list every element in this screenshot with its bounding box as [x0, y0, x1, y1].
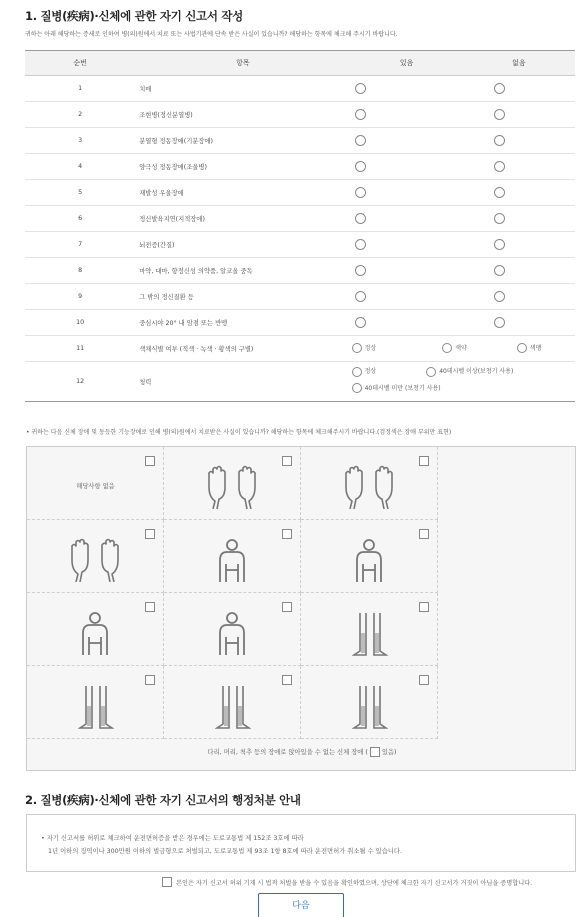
row-number: 9 — [25, 284, 135, 310]
row-item: 중심시야 20° 내 암점 또는 반맹 — [135, 310, 350, 336]
yes-radio[interactable] — [355, 213, 366, 224]
no-radio[interactable] — [494, 213, 505, 224]
agree-row — [162, 877, 532, 887]
sitting-disability-line — [27, 747, 577, 757]
person-icon — [78, 611, 112, 661]
header-no-answer: 없음 — [463, 51, 575, 76]
yes-radio[interactable] — [355, 161, 366, 172]
agree-text: 본인은 자기 신고서 허위 기재 시 법적 처벌을 받을 수 있음을 확인하였으며, 상단에 체크한 자기 신고서가 거짓이 아님을 증명합니다. — [176, 879, 533, 887]
option-label: 색맹 — [529, 345, 542, 352]
header-no: 순번 — [25, 51, 135, 76]
row-item: 재발성 우울장애 — [135, 180, 350, 206]
body-part-cell[interactable] — [164, 447, 301, 520]
body-part-cell[interactable] — [301, 666, 438, 739]
person-icon — [352, 538, 386, 588]
sitting-disability-label: 다리, 머리, 척추 등의 장애로 앉아있을 수 없는 신체 장애 ( — [207, 749, 368, 756]
self-report-table — [25, 50, 575, 402]
notice-line-2: 1년 이하의 징역이나 300만원 이하의 벌금형으로 처벌되고, 도로교통법 제 93조 1항 8호에 따라 운전면허가 취소될 수 있습니다. — [48, 848, 402, 855]
legs-icon — [215, 684, 251, 734]
no-radio[interactable] — [494, 135, 505, 146]
hands-icon — [342, 465, 396, 513]
sitting-disability-checkbox[interactable] — [370, 747, 380, 757]
body-disability-grid — [26, 446, 576, 771]
none-label: 해당사항 없음 — [76, 483, 115, 490]
body-part-cell[interactable] — [27, 520, 164, 593]
notice-line-1: • 자기 신고서를 허위로 체크하여 운전면허증을 받은 경우에는 도로교통법 제 152조 3호에 따라 — [41, 835, 304, 842]
option-label: 40데시벨 이상(보청기 사용) — [439, 368, 514, 375]
body-part-checkbox[interactable] — [419, 456, 429, 466]
color-normal-radio[interactable] — [352, 343, 362, 353]
row-number: 5 — [25, 180, 135, 206]
row-item: 조현병(정신분열병) — [135, 102, 350, 128]
row-number: 12 — [25, 362, 135, 402]
no-radio[interactable] — [494, 187, 505, 198]
table-row — [25, 232, 575, 258]
admin-notice-box — [26, 814, 576, 872]
row-item: 청력 — [135, 362, 350, 402]
person-icon — [215, 538, 249, 588]
body-part-checkbox[interactable] — [145, 675, 155, 685]
no-radio[interactable] — [494, 317, 505, 328]
agree-checkbox[interactable] — [162, 877, 172, 887]
row-number: 3 — [25, 128, 135, 154]
body-part-checkbox[interactable] — [282, 675, 292, 685]
row-item: 양극성 정동장애(조울병) — [135, 154, 350, 180]
row-number: 4 — [25, 154, 135, 180]
body-part-checkbox[interactable] — [282, 456, 292, 466]
body-part-cell[interactable] — [164, 520, 301, 593]
body-part-cell[interactable] — [164, 666, 301, 739]
person-icon — [215, 611, 249, 661]
body-part-checkbox[interactable] — [419, 602, 429, 612]
table-row — [25, 128, 575, 154]
body-part-cell[interactable] — [164, 593, 301, 666]
table-row — [25, 102, 575, 128]
body-part-cell[interactable] — [27, 593, 164, 666]
row-item: 분열형 정동장애(기분장애) — [135, 128, 350, 154]
body-part-checkbox[interactable] — [282, 602, 292, 612]
yes-radio[interactable] — [355, 135, 366, 146]
body-part-checkbox[interactable] — [419, 529, 429, 539]
option-label: 색약 — [455, 345, 467, 352]
row-number: 6 — [25, 206, 135, 232]
option-label: 정상 — [364, 345, 377, 352]
section1-subtitle: 귀하는 아래 해당하는 증세로 인하여 병(의)원에서 치료 또는 사법기관에 단속 받은 사실이 있습니까? 해당하는 항목에 체크해 주시기 바랍니다. — [25, 31, 398, 38]
body-question: • 귀하는 다음 신체 장애 및 동등한 기능장애로 인해 병(의)원에서 치료받은 사실이 있습니까? 해당하는 항목에 체크해주시기 바랍니다.(검정색은 장애 부위만 표현) — [26, 429, 452, 436]
yes-radio[interactable] — [355, 317, 366, 328]
row-number: 11 — [25, 336, 135, 362]
sitting-disability-suffix: 있음) — [381, 749, 397, 756]
body-part-cell[interactable] — [301, 520, 438, 593]
yes-radio[interactable] — [355, 291, 366, 302]
table-row — [25, 76, 575, 102]
body-part-checkbox[interactable] — [419, 675, 429, 685]
hearing-aid-under-40-radio[interactable] — [352, 383, 362, 393]
row-item: 뇌전증(간질) — [135, 232, 350, 258]
body-part-cell[interactable] — [301, 447, 438, 520]
no-radio[interactable] — [494, 239, 505, 250]
no-radio[interactable] — [494, 161, 505, 172]
legs-icon — [352, 684, 388, 734]
hands-icon — [205, 465, 259, 513]
table-row — [25, 180, 575, 206]
hearing-aid-over-40-radio[interactable] — [426, 367, 436, 377]
body-part-cell[interactable] — [301, 593, 438, 666]
yes-radio[interactable] — [355, 83, 366, 94]
no-radio[interactable] — [494, 265, 505, 276]
row-number: 2 — [25, 102, 135, 128]
section1-title: 1. 질병(疾病)·신체에 관한 자기 신고서 작성 — [25, 9, 243, 23]
row-number: 1 — [25, 76, 135, 102]
table-row — [25, 310, 575, 336]
section2-title: 2. 질병(疾病)·신체에 관한 자기 신고서의 행정처분 안내 — [25, 793, 301, 807]
row-item: 그 밖의 정신질환 등 — [135, 284, 350, 310]
no-radio[interactable] — [494, 291, 505, 302]
yes-radio[interactable] — [355, 265, 366, 276]
header-item: 항목 — [135, 51, 350, 76]
row-number: 10 — [25, 310, 135, 336]
row-item: 정신발육지연(지적장애) — [135, 206, 350, 232]
option-label: 40데시벨 미만 (보청기 사용) — [364, 384, 441, 392]
next-button[interactable]: 다음 — [258, 893, 344, 917]
no-radio[interactable] — [494, 109, 505, 120]
row-item: 치매 — [135, 76, 350, 102]
yes-radio[interactable] — [355, 239, 366, 250]
none-cell[interactable] — [27, 447, 164, 520]
body-part-checkbox[interactable] — [145, 529, 155, 539]
option-label: 정상 — [364, 368, 377, 375]
body-part-checkbox[interactable] — [282, 529, 292, 539]
color-weak-radio[interactable] — [442, 343, 452, 353]
row-item: 마약, 대마, 향정신성 의약품, 알코올 중독 — [135, 258, 350, 284]
row-number: 7 — [25, 232, 135, 258]
table-row — [25, 154, 575, 180]
hands-icon — [68, 538, 122, 586]
color-blind-radio[interactable] — [517, 343, 527, 353]
hearing-normal-radio[interactable] — [352, 367, 362, 377]
table-row — [25, 284, 575, 310]
table-row — [25, 258, 575, 284]
header-yes: 있음 — [351, 51, 463, 76]
row-item: 색채식별 여부 (적색 · 녹색 · 황색의 구별) — [135, 336, 350, 362]
body-part-checkbox[interactable] — [145, 602, 155, 612]
table-row — [25, 336, 575, 362]
row-number: 8 — [25, 258, 135, 284]
legs-icon — [352, 611, 388, 661]
no-radio[interactable] — [494, 83, 505, 94]
table-row — [25, 206, 575, 232]
none-checkbox[interactable] — [145, 456, 155, 466]
legs-icon — [78, 684, 114, 734]
body-part-cell[interactable] — [27, 666, 164, 739]
table-row — [25, 362, 575, 402]
yes-radio[interactable] — [355, 187, 366, 198]
yes-radio[interactable] — [355, 109, 366, 120]
